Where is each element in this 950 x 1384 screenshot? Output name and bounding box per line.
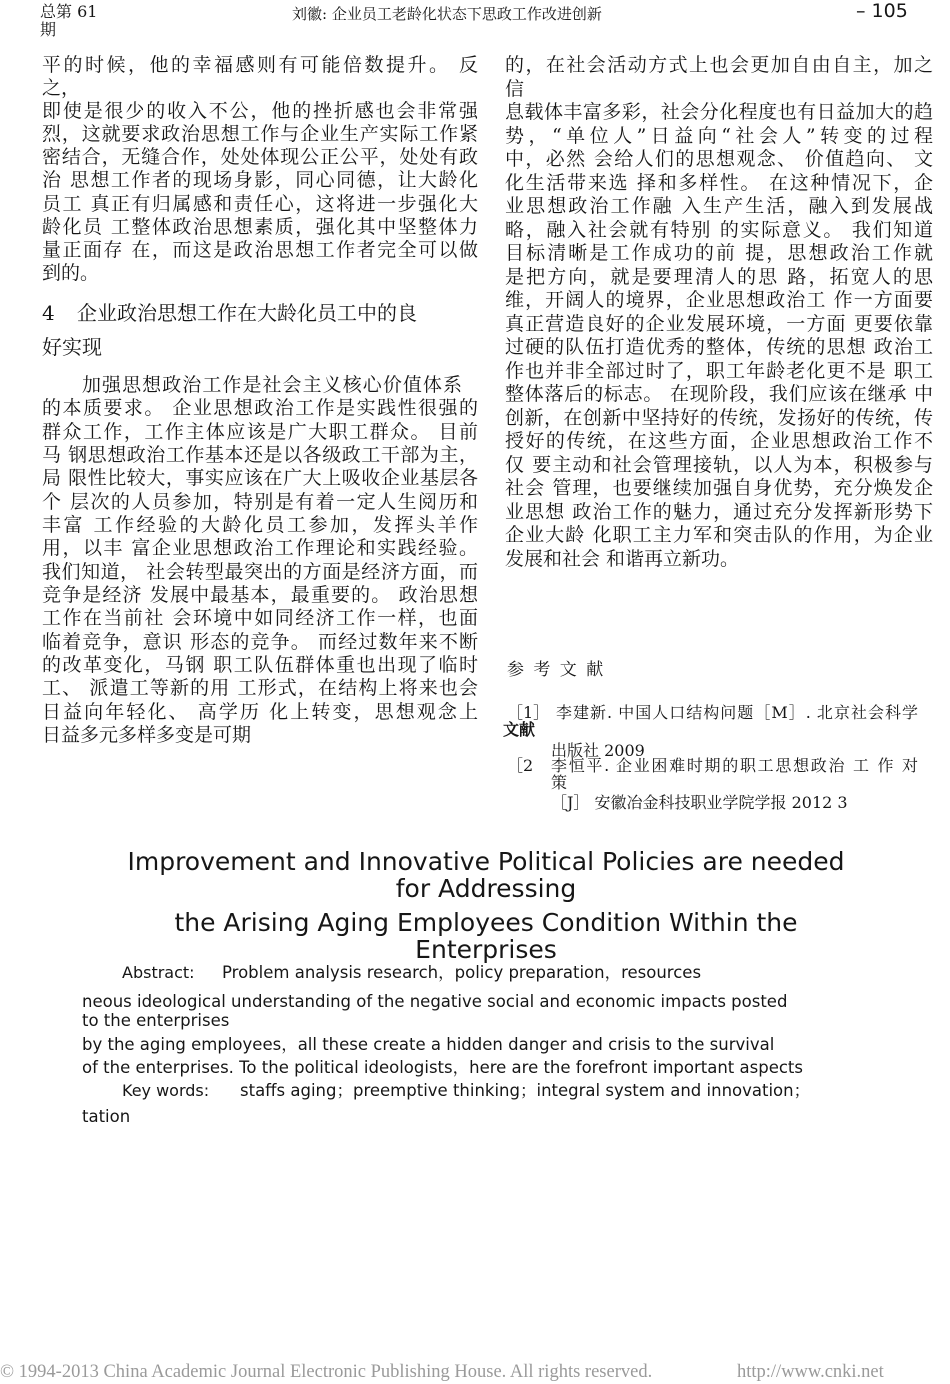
section-number: 4 bbox=[42, 301, 55, 325]
body-text-line: 略，融入社会就有特别 的实际意义。 我们知道 bbox=[505, 218, 933, 241]
body-text-line: 竞争是经济 发展中最基本，最重要的。 政治思想 bbox=[42, 583, 478, 606]
reference-line: 李恒平. 企业困难时期的职工思想政治 工 作 对 bbox=[551, 756, 918, 775]
body-text-line: 到的。 bbox=[42, 261, 100, 284]
body-text-line: 息载体丰富多彩，社会分化程度也有日益加大的趋 bbox=[505, 101, 933, 123]
reference-clipped-row bbox=[551, 793, 911, 812]
reference-line: 李建新. 中国人口结构问题［M］. 北京社会科学 bbox=[556, 703, 918, 722]
reference-clipped-row bbox=[551, 741, 751, 760]
reference-line: ［J］ 安徽冶金科技职业学院学报 2012 3 bbox=[551, 793, 848, 812]
body-text-line: 业思想 政治工作的魅力，通过充分发挥新形势下 bbox=[505, 500, 933, 523]
body-text-line: 平的时候，他的幸福感则有可能倍数提升。 反 bbox=[42, 54, 478, 76]
keywords-line: staffs aging；preemptive thinking；integral system and innovation； bbox=[240, 1081, 811, 1100]
body-text-line: 员工 真正有归属感和责任心，这将进一步强化大 bbox=[42, 192, 478, 215]
body-text-line: 即使是很少的收入不公，他的挫折感也会非常强 bbox=[42, 100, 478, 123]
body-text-line: 个 层次的人员参加，特别是有着一定人生阅历和 bbox=[42, 490, 478, 513]
body-text-line: 仅 要主动和社会管理接轨，以人为本，积极参与 bbox=[505, 453, 933, 476]
reference-label: ［2 bbox=[507, 756, 534, 775]
body-text-line: 龄化员 工整体政治思想素质，强化其中坚整体力 bbox=[42, 215, 478, 238]
body-text-line: 业思想政治工作融 入生产生活，融入到发展战 bbox=[505, 195, 933, 217]
body-text-line: 局 限性比较大，事实应该在广大上吸收企业基层各 bbox=[42, 467, 478, 490]
reference-line: 出版社 2009 bbox=[551, 741, 645, 760]
abstract-line: to the enterprises bbox=[82, 1011, 230, 1030]
body-text-line: 真正营造良好的企业发展环境，一方面 更要依靠 bbox=[505, 312, 933, 335]
source-url: http://www.cnki.net bbox=[737, 1362, 884, 1382]
reference-label: ［1］ bbox=[507, 703, 550, 722]
english-title-line: for Addressing bbox=[395, 874, 577, 903]
body-text-line: 我们知道， 社会转型最突出的方面是经济方面，而 bbox=[42, 560, 478, 583]
body-text-line: 维，开阔人的境界，企业思想政治工 作一方面要 bbox=[505, 289, 933, 311]
running-title: 刘徽: 企业员工老龄化状态下思政工作改进创新 bbox=[292, 5, 602, 23]
abstract-line: of the enterprises. To the political ideologists，here are the forefront important aspects bbox=[82, 1058, 803, 1077]
body-text-line: 马 钢思想政治工作基本还是以各级政工干部为主， bbox=[42, 443, 478, 466]
abstract-line: Problem analysis research，policy preparation，resources bbox=[222, 963, 702, 982]
section4-paragraph bbox=[42, 374, 478, 747]
body-text-line: 工作在当前社 会环境中如同经济工作一样，也面 bbox=[42, 607, 478, 630]
issue-number: 总第 61 bbox=[40, 2, 98, 21]
body-text-line: 发展和社会 和谐再立新功。 bbox=[505, 547, 740, 570]
abstract-line: neous ideological understanding of the negative social and economic impacts posted bbox=[82, 992, 788, 1011]
body-text-line: 日益向年轻化、 高学历 化上转变，思想观念上 bbox=[42, 700, 478, 723]
body-text-line: 临着竞争，意识 形态的竞争。 而经过数年来不断 bbox=[42, 630, 478, 653]
body-text-line: 是把方向，就是要理清人的思 路，拓宽人的思 bbox=[505, 265, 933, 288]
page-number: – 105 bbox=[856, 0, 908, 22]
body-text-line: 的改革变化，马钢 职工队伍群体重也出现了临时 bbox=[42, 653, 478, 676]
body-text-line: 化生活带来选 择和多样性。 在这种情况下，企 bbox=[505, 171, 933, 194]
body-text-line: 作也并非全部过时了，职工年龄老化更不是 职工 bbox=[505, 359, 933, 382]
body-text-line: 社会 管理，也要继续加强自身优势，充分焕发企 bbox=[505, 477, 933, 499]
abstract-line: by the aging employees，all these create a hidden danger and crisis to the survival bbox=[82, 1035, 775, 1054]
references-heading: 参 考 文 献 bbox=[507, 660, 606, 680]
body-text-line: 日益多元多样多变是可期 bbox=[42, 723, 252, 746]
english-title-line: Improvement and Innovative Political Policies are needed bbox=[127, 847, 845, 876]
section-heading-line: 好实现 bbox=[42, 335, 102, 359]
body-text-line: 整体落后的标志。 在现阶段，我们应该在继承 中 bbox=[505, 383, 933, 405]
copyright-notice: © 1994-2013 China Academic Journal Electronic Publishing House. All rights reserved. bbox=[0, 1362, 653, 1382]
english-title-line: Enterprises bbox=[415, 935, 557, 964]
body-text-line: 的，在社会活动方式上也会更加自由自主，加之 bbox=[505, 54, 933, 76]
body-text-line: 密结合，无缝合作，处处体现公正公平，处处有政 bbox=[42, 146, 478, 169]
body-text-line: 企业大龄 化职工主力军和突击队的作用，为企业 bbox=[505, 524, 933, 546]
right-column-paragraph bbox=[505, 54, 933, 571]
abstract-label: Abstract: bbox=[122, 963, 195, 982]
issue-suffix: 期 bbox=[40, 20, 57, 39]
body-text-line: 势，“单位人”日益向“社会人”转变的过程 bbox=[505, 124, 933, 147]
body-text-line: 中，必然 会给人们的思想观念、 价值趋向、 文 bbox=[505, 148, 933, 170]
body-text-line: 群众工作，工作主体应该是广大职工群众。 目前 bbox=[42, 420, 478, 443]
keywords-label: Key words: bbox=[122, 1081, 210, 1100]
body-text-line: 授好的传统，在这些方面，企业思想政治工作不 bbox=[505, 430, 933, 452]
body-text-line: 烈，这就要求政治思想工作与企业生产实际工作紧 bbox=[42, 123, 478, 146]
body-text-line: 量正面存 在，而这是政治思想工作者完全可以做 bbox=[42, 238, 478, 261]
body-text-line: 丰富 工作经验的大龄化员工参加，发挥头羊作 bbox=[42, 513, 478, 536]
section-heading-line: 企业政治思想工作在大龄化员工中的良 bbox=[77, 301, 417, 325]
body-text-line: 加强思想政治工作是社会主义核心价值体系 bbox=[82, 374, 462, 396]
body-text-line: 的本质要求。 企业思想政治工作是实践性很强的 bbox=[42, 397, 478, 420]
body-text-line: 信 bbox=[505, 77, 525, 100]
body-text-line: 之， bbox=[42, 77, 81, 100]
body-text-line: 目标清晰是工作成功的前 提，思想政治工作就 bbox=[505, 242, 933, 264]
body-text-line: 过硬的队伍打造优秀的整体，传统的思想 政治工 bbox=[505, 336, 933, 358]
body-text-line: 工、 派遣工等新的用 工形式，在结构上将来也会 bbox=[42, 677, 478, 700]
body-text-line: 创新，在创新中坚持好的传统，发扬好的传统，传 bbox=[505, 406, 933, 429]
body-text-line: 治 思想工作者的现场身影，同心同德，让大龄化 bbox=[42, 169, 478, 192]
english-title-line: the Arising Aging Employees Condition Within the bbox=[174, 908, 798, 937]
reference-line: 策 bbox=[551, 773, 568, 792]
reference-line: 文献 bbox=[503, 720, 536, 739]
left-column-paragraph bbox=[42, 54, 478, 285]
body-text-line: 用，以丰 富企业思想政治工作理论和实践经验。 bbox=[42, 537, 478, 560]
keywords-line: tation bbox=[82, 1107, 131, 1126]
